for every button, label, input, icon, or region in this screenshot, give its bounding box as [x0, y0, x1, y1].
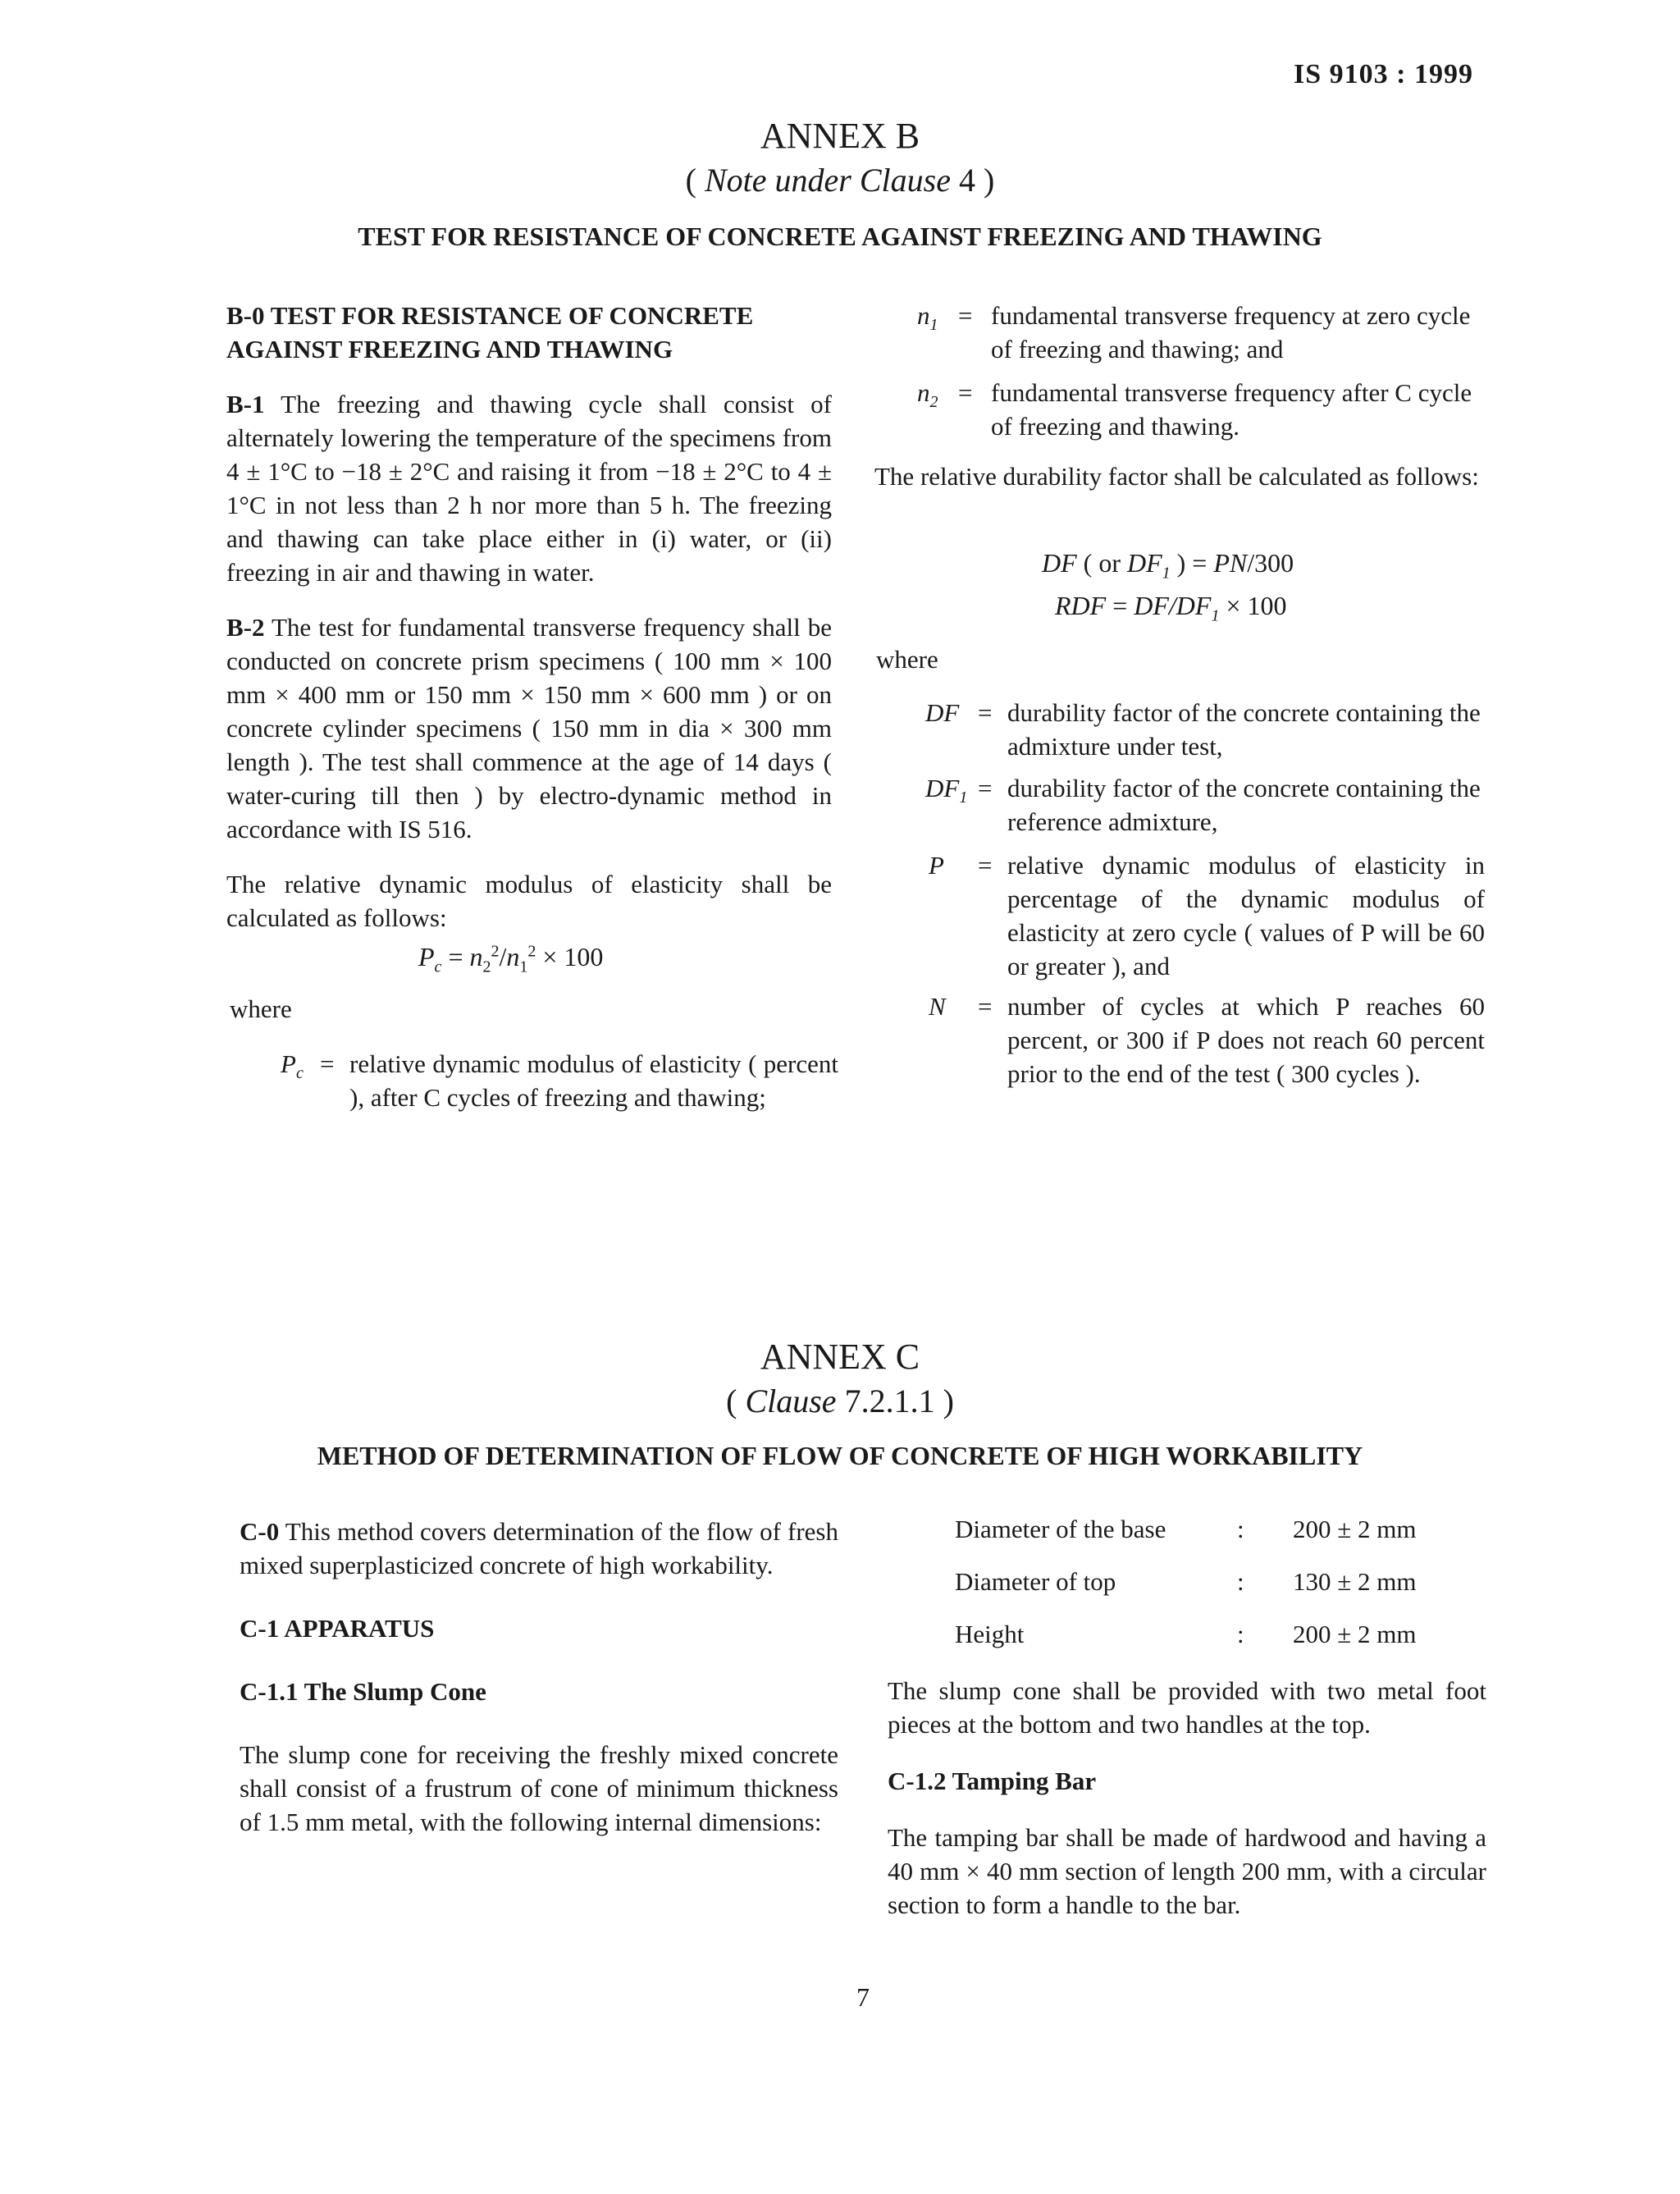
slump-cone-paragraph: The slump cone for receiving the freshly mixed concrete shall consist of a frustrum of cone of minimum thickness of 1.5 mm metal, with the following internal dimensions:	[240, 1740, 838, 1836]
b1-paragraph: B-1 The freezing and thawing cycle shall consist of alternately lowering the temperature of the specimens from 4 ± 1°C to −18 ± 2°C and raising it from −18 ± 2°C to 4 ± 1°C in not less than 2 h nor more than 5 h. The freezing and thawing can take place either in (i) water, or (ii) freezing in air and thawing in water.	[226, 390, 832, 587]
formula-pc: $P_c = n_2^2/n_1^2 \times 100$	[418, 942, 604, 976]
where-label-2: where	[876, 645, 938, 674]
df1-definition: $DF_1$ = durability factor of the concrete containing the reference admixture,	[925, 774, 1481, 836]
b2-paragraph: B-2 The test for fundamental transverse frequency shall be conducted on concrete prism specimens ( 100 mm × 100 mm × 400 mm or 150 mm × 150 mm × 600 mm ) or on concrete cylinder specimens ( 150 mm in dia × 300 mm length ). The test shall commence at the age of 14 days ( water-curing till then ) by electro-dynamic method in accordance with IS 516.	[226, 613, 832, 843]
dimension-row: Diameter of the base : 200 ± 2 mm	[955, 1515, 1417, 1543]
where-label-1: where	[230, 994, 292, 1023]
pc-symbol: $P_c$	[281, 1049, 304, 1083]
n2-definition: $n_2$ = fundamental transverse frequency after C cycle of freezing and thawing.	[917, 378, 1472, 441]
annex-c-heading: METHOD OF DETERMINATION OF FLOW OF CONCRETE OF HIGH WORKABILITY	[317, 1441, 1363, 1470]
b0-heading-line2: AGAINST FREEZING AND THAWING	[226, 335, 673, 363]
foot-pieces-paragraph: The slump cone shall be provided with two metal foot pieces at the bottom and two handles at the top.	[888, 1676, 1486, 1739]
formula-df: DF ( or $DF_1$ ) = PN/300	[1042, 548, 1294, 583]
formula-rdf: RDF = $DF/DF_1 \times 100$	[1055, 591, 1287, 625]
n1-definition: $n_1$ = fundamental transverse frequency at zero cycle of freezing and thawing; and	[917, 301, 1471, 363]
c12-heading: C-1.2 Tamping Bar	[888, 1767, 1097, 1795]
annex-c-title: ANNEX C	[760, 1337, 920, 1377]
annex-b-title: ANNEX B	[760, 116, 920, 156]
c0-paragraph: C-0 This method covers determination of the flow of fresh mixed superplasticized concrete of high workability.	[240, 1517, 838, 1579]
page-number: 7	[856, 1982, 870, 2012]
durability-intro: The relative durability factor shall be calculated as follows:	[874, 462, 1479, 491]
annex-c-left-column	[240, 1515, 838, 1839]
c1-heading: C-1 APPARATUS	[240, 1614, 435, 1643]
standard-number: IS 9103 : 1999	[1294, 59, 1473, 89]
annex-b-left-column	[226, 299, 832, 935]
annex-c-note: ( Clause 7.2.1.1 )	[726, 1383, 954, 1419]
b0-heading-line1: B-0 TEST FOR RESISTANCE OF CONCRETE	[226, 301, 754, 330]
durability-intro-block	[874, 459, 1485, 493]
n-definition: N = number of cycles at which P reaches 60 percent, or 300 if P does not reach 60 percent prior to the end of the test ( 300 cycles ).	[929, 992, 1485, 1088]
df-definition: DF = durability factor of the concrete containing the admixture under test,	[925, 698, 1481, 761]
pc-definition: $P_c$ = relative dynamic modulus of elasticity ( percent ), after C cycles of freezing and thawing;	[281, 1047, 838, 1154]
annex-c-right-column	[888, 1674, 1486, 1922]
dimension-row: Height : 200 ± 2 mm	[955, 1620, 1417, 1648]
modulus-intro: The relative dynamic modulus of elasticity shall be calculated as follows:	[226, 870, 832, 932]
dimension-row: Diameter of top : 130 ± 2 mm	[955, 1567, 1417, 1596]
annex-b-note: ( Note under Clause 4 )	[685, 162, 995, 199]
tamping-bar-paragraph: The tamping bar shall be made of hardwood and having a 40 mm × 40 mm section of length 200 mm, with a circular section to form a handle to the bar.	[888, 1823, 1486, 1919]
annex-b-heading: TEST FOR RESISTANCE OF CONCRETE AGAINST FREEZING AND THAWING	[358, 222, 1322, 251]
c11-heading: C-1.1 The Slump Cone	[240, 1677, 486, 1706]
p-definition: P = relative dynamic modulus of elasticity in percentage of the dynamic modulus of elasticity at zero cycle ( values of P will be 60 or greater ), and	[929, 851, 1485, 980]
